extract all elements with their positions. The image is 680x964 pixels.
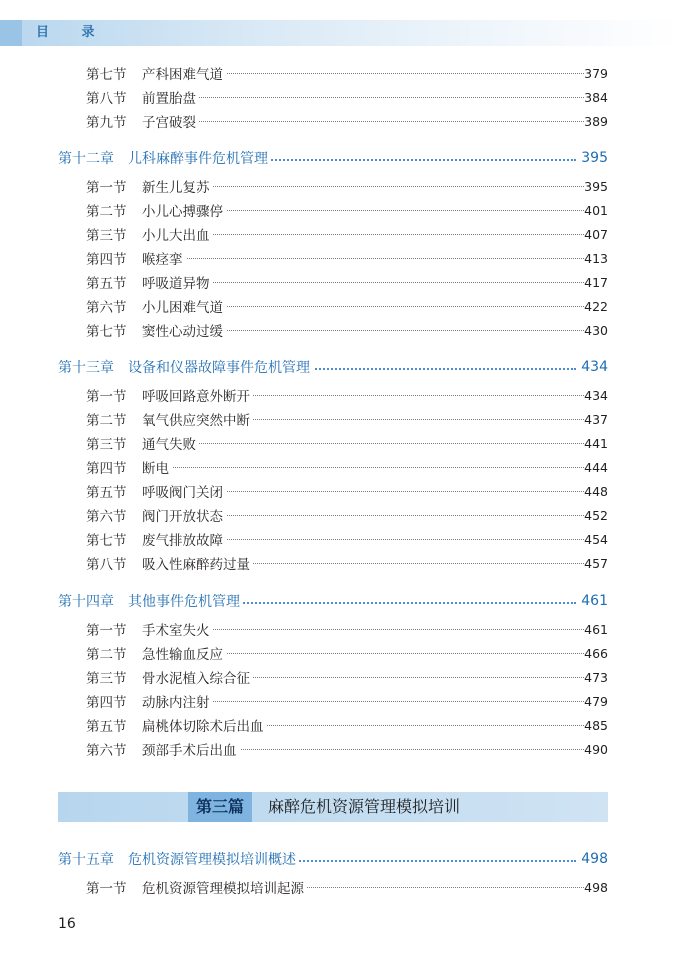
section-title: 小儿大出血 [142, 224, 213, 244]
toc-chapter-entry[interactable] [0, 356, 680, 378]
toc-section-entry[interactable] [0, 110, 680, 132]
chapter-title: 危机资源管理模拟培训概述 [128, 849, 299, 869]
page-ref: 473 [584, 669, 608, 685]
toc-section-entry[interactable] [0, 62, 680, 84]
section-title: 小儿心搏骤停 [142, 200, 226, 220]
chapter-title: 儿科麻醉事件危机管理 [128, 148, 271, 168]
section-number: 第五节 [86, 719, 127, 735]
section-number: 第六节 [86, 509, 127, 525]
toc-section-entry[interactable] [0, 876, 680, 898]
toc-section-entry[interactable] [0, 480, 680, 502]
section-title: 呼吸道异物 [142, 272, 213, 292]
page-ref: 498 [584, 879, 608, 895]
section-title: 危机资源管理模拟培训起源 [142, 877, 307, 897]
section-number: 第五节 [86, 276, 127, 292]
section-title: 喉痉挛 [142, 248, 186, 268]
section-number: 第七节 [86, 324, 127, 340]
dot-leader [142, 121, 584, 122]
dot-leader [142, 467, 584, 468]
section-title: 断电 [142, 457, 172, 477]
toc-chapter-entry[interactable] [0, 590, 680, 612]
section-title: 产科困难气道 [142, 63, 226, 83]
toc-section-entry[interactable] [0, 714, 680, 736]
section-number: 第二节 [86, 647, 127, 663]
dot-leader [142, 97, 584, 98]
page-ref: 417 [584, 274, 608, 290]
page-ref: 401 [584, 202, 608, 218]
section-number: 第三节 [86, 228, 127, 244]
page-ref: 434 [584, 387, 608, 403]
page-ref: 441 [584, 435, 608, 451]
section-number: 第四节 [86, 461, 127, 477]
page-ref: 395 [581, 150, 608, 166]
toc-section-entry[interactable] [0, 271, 680, 293]
section-number: 第六节 [86, 743, 127, 759]
page-ref: 437 [584, 411, 608, 427]
toc-section-entry[interactable] [0, 552, 680, 574]
section-number: 第五节 [86, 485, 127, 501]
page-number: 16 [58, 916, 76, 932]
section-title: 通气失败 [142, 433, 199, 453]
toc-chapter-entry[interactable] [0, 848, 680, 870]
section-number: 第八节 [86, 557, 127, 573]
toc-section-entry[interactable] [0, 175, 680, 197]
page-ref: 454 [584, 531, 608, 547]
section-title: 扁桃体切除术后出血 [142, 715, 267, 735]
section-number: 第三节 [86, 671, 127, 687]
section-number: 第八节 [86, 91, 127, 107]
section-title: 前置胎盘 [142, 87, 199, 107]
page-ref: 490 [584, 741, 608, 757]
section-title: 骨水泥植入综合征 [142, 667, 253, 687]
section-title: 窦性心动过缓 [142, 320, 226, 340]
toc-section-entry[interactable] [0, 86, 680, 108]
toc-section-entry[interactable] [0, 223, 680, 245]
page-ref: 457 [584, 555, 608, 571]
toc-section-entry[interactable] [0, 618, 680, 640]
page-ref: 413 [584, 250, 608, 266]
section-title: 吸入性麻醉药过量 [142, 553, 253, 573]
section-title: 呼吸阀门关闭 [142, 481, 226, 501]
toc-section-entry[interactable] [0, 319, 680, 341]
section-title: 小儿困难气道 [142, 296, 226, 316]
dot-leader [142, 258, 584, 259]
section-number: 第二节 [86, 413, 127, 429]
section-number: 第六节 [86, 300, 127, 316]
page-ref: 452 [584, 507, 608, 523]
section-title: 动脉内注射 [142, 691, 213, 711]
chapter-title: 其他事件危机管理 [128, 591, 243, 611]
section-number: 第七节 [86, 533, 127, 549]
page-ref: 384 [584, 89, 608, 105]
chapter-number: 第十五章 [58, 852, 114, 868]
toc-section-entry[interactable] [0, 690, 680, 712]
page-header-title: 目 录 [36, 25, 109, 40]
toc-section-entry[interactable] [0, 247, 680, 269]
section-number: 第九节 [86, 115, 127, 131]
page-ref: 395 [584, 178, 608, 194]
toc-section-entry[interactable] [0, 295, 680, 317]
page-ref: 498 [581, 851, 608, 867]
section-title: 颈部手术后出血 [142, 739, 240, 759]
section-number: 第二节 [86, 204, 127, 220]
part-label[interactable]: 第三篇 [188, 792, 252, 822]
chapter-title: 设备和仪器故障事件危机管理 [128, 357, 313, 377]
page-ref: 434 [581, 359, 608, 375]
header-accent [0, 20, 22, 46]
section-title: 呼吸回路意外断开 [142, 385, 253, 405]
chapter-number: 第十三章 [58, 360, 114, 376]
page-ref: 479 [584, 693, 608, 709]
toc-section-entry[interactable] [0, 432, 680, 454]
page-ref: 389 [584, 113, 608, 129]
toc-section-entry[interactable] [0, 738, 680, 760]
dot-leader [142, 443, 584, 444]
section-title: 废气排放故障 [142, 529, 226, 549]
toc-section-entry[interactable] [0, 384, 680, 406]
toc-section-entry[interactable] [0, 408, 680, 430]
section-title: 急性输血反应 [142, 643, 226, 663]
chapter-number: 第十四章 [58, 594, 114, 610]
page-ref: 379 [584, 65, 608, 81]
toc-chapter-entry[interactable] [0, 147, 680, 169]
page-ref: 461 [581, 593, 608, 609]
section-number: 第一节 [86, 623, 127, 639]
page-ref: 466 [584, 645, 608, 661]
section-number: 第一节 [86, 389, 127, 405]
page-ref: 485 [584, 717, 608, 733]
page-ref: 422 [584, 298, 608, 314]
page-ref: 448 [584, 483, 608, 499]
section-number: 第七节 [86, 67, 127, 83]
section-number: 第三节 [86, 437, 127, 453]
chapter-number: 第十二章 [58, 151, 114, 167]
part-title[interactable]: 麻醉危机资源管理模拟培训 [268, 797, 461, 816]
section-title: 氧气供应突然中断 [142, 409, 253, 429]
toc-section-entry[interactable] [0, 642, 680, 664]
toc-section-entry[interactable] [0, 504, 680, 526]
toc-section-entry[interactable] [0, 199, 680, 221]
section-number: 第一节 [86, 881, 127, 897]
section-title: 手术室失火 [142, 619, 213, 639]
section-title: 阀门开放状态 [142, 505, 226, 525]
toc-section-entry[interactable] [0, 456, 680, 478]
page-ref: 444 [584, 459, 608, 475]
section-number: 第四节 [86, 695, 127, 711]
section-number: 第四节 [86, 252, 127, 268]
page-ref: 407 [584, 226, 608, 242]
page-ref: 461 [584, 621, 608, 637]
toc-section-entry[interactable] [0, 528, 680, 550]
section-title: 新生儿复苏 [142, 176, 213, 196]
section-title: 子宫破裂 [142, 111, 199, 131]
page-ref: 430 [584, 322, 608, 338]
section-number: 第一节 [86, 180, 127, 196]
toc-section-entry[interactable] [0, 666, 680, 688]
